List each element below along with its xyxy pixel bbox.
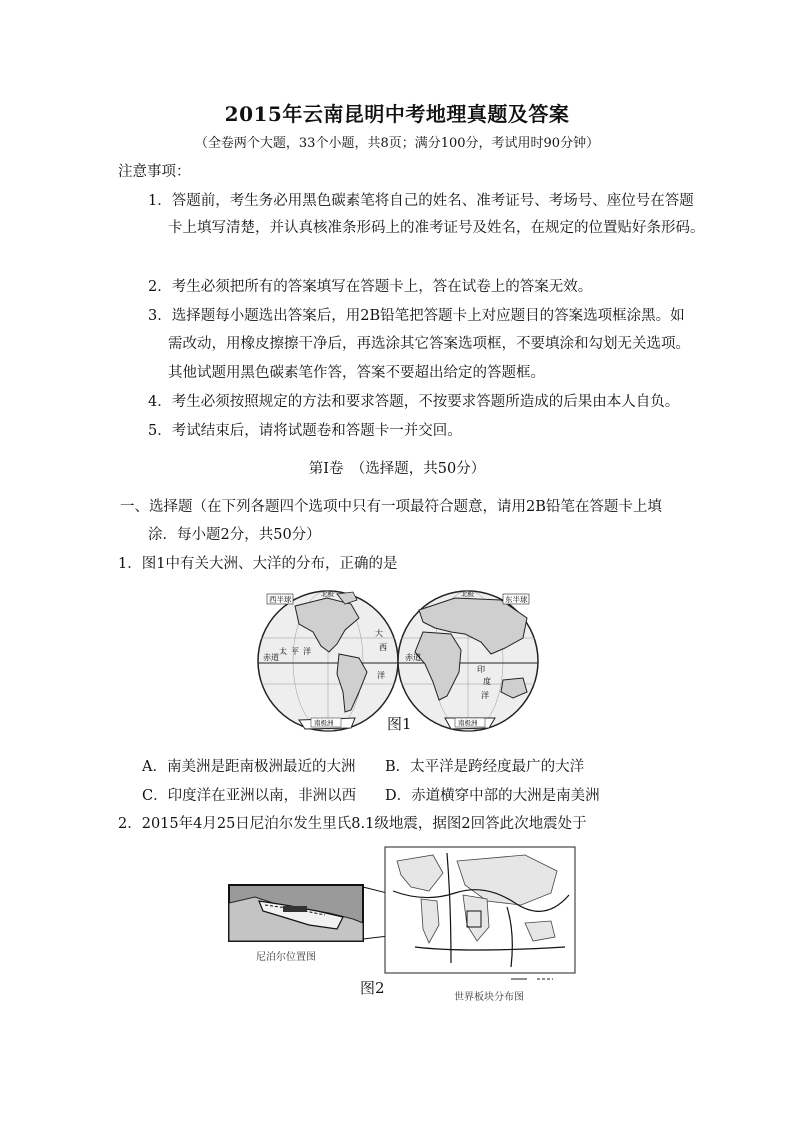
option-b: B．太平洋是跨经度最广的大洋	[385, 759, 585, 775]
part-one-line2: 涂．每小题2分，共50分）	[148, 527, 321, 543]
label-antarctica-e: 南极洲	[458, 719, 478, 727]
label-north-w: 北极	[321, 590, 334, 598]
figure-1-caption: 图1	[387, 715, 412, 733]
question-2-stem: 2．2015年4月25日尼泊尔发生里氏8.1级地震，据图2回答此次地震处于	[118, 816, 587, 832]
label-equator-e: 赤道	[405, 653, 421, 662]
exam-info: （全卷两个大题，33个小题，共8页；满分100分，考试用时90分钟）	[194, 136, 600, 151]
label-indian-3: 洋	[481, 691, 489, 700]
option-c: C．印度洋在亚洲以南，非洲以西	[142, 788, 357, 804]
plates-map-caption: 世界板块分布图	[454, 992, 524, 1003]
notice-item-3-line2: 需改动，用橡皮擦擦干净后，再选涂其它答案选项框，不要填涂和勾划无关选项。	[168, 336, 690, 352]
label-atlantic-2: 西	[379, 643, 387, 652]
notice-item-5: 5．考试结束后，请将试题卷和答题卡一并交回。	[148, 423, 462, 439]
label-pacific-3: 洋	[303, 647, 311, 656]
label-indian-2: 度	[483, 677, 491, 686]
label-east: 东半球	[505, 595, 528, 604]
notice-item-1-line1: 1．答题前，考生务必用黑色碳素笔将自己的姓名、准考证号、考场号、座位号在答题	[148, 193, 694, 209]
nepal-map-caption: 尼泊尔位置图	[256, 952, 316, 963]
figure-2-plates	[225, 843, 580, 1001]
section-heading: 第Ⅰ卷 （选择题，共50分）	[308, 461, 486, 477]
question-1-stem: 1．图1中有关大洲、大洋的分布，正确的是	[118, 556, 398, 572]
label-equator-w: 赤道	[263, 653, 279, 662]
notice-item-3-line3: 其他试题用黑色碳素笔作答，答案不要超出给定的答题框。	[168, 365, 545, 381]
option-a: A．南美洲是距南极洲最近的大洲	[142, 759, 356, 775]
label-west: 西半球	[269, 595, 292, 604]
notice-item-3-line1: 3．选择题每小题选出答案后，用2B铅笔把答题卡上对应题目的答案选项框涂黑。如	[148, 308, 685, 324]
label-pacific-2: 平	[291, 647, 299, 656]
option-d: D．赤道横穿中部的大洲是南美洲	[385, 788, 600, 804]
page-title: 2015年云南昆明中考地理真题及答案	[224, 102, 570, 126]
label-north-e: 北极	[461, 590, 474, 598]
figure-2-caption: 图2	[360, 979, 385, 997]
notice-heading: 注意事项：	[118, 164, 191, 180]
part-one-line1: 一、选择题（在下列各题四个选项中只有一项最符合题意，请用2B铅笔在答题卡上填	[120, 499, 662, 515]
label-antarctica-w: 南极洲	[314, 719, 334, 727]
label-atlantic-1: 大	[375, 629, 383, 638]
label-indian-1: 印	[477, 665, 485, 674]
notice-item-2: 2．考生必须把所有的答案填写在答题卡上，答在试卷上的答案无效。	[148, 279, 593, 295]
label-pacific-1: 太	[279, 647, 287, 656]
label-atlantic-3: 洋	[377, 671, 385, 680]
notice-item-1-line2: 卡上填写清楚，并认真核准条形码上的准考证号及姓名，在规定的位置贴好条形码。	[168, 220, 705, 236]
notice-item-4: 4．考生必须按照规定的方法和要求答题，不按要求答题所造成的后果由本人自负。	[148, 394, 680, 410]
